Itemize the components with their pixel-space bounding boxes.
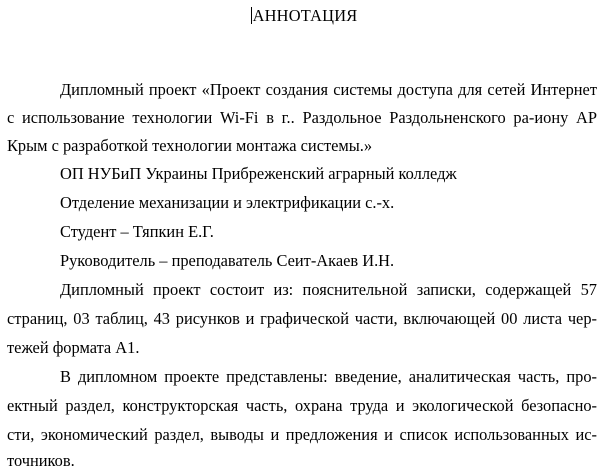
supervisor-line: Руководитель – преподаватель Сеит-Акаев И.Н. (60, 251, 395, 270)
paragraph-line-8: Дипломный проект состоит из: пояснительной записки, содержащей 57 (60, 280, 597, 299)
student-line: Студент – Тяпкин Е.Г. (60, 222, 214, 241)
paragraph-line-3: Крым с разработкой технологии монтажа системы.» (7, 136, 373, 155)
department-line: Отделение механизации и электрификации с.-х. (60, 193, 395, 212)
text-cursor (251, 7, 252, 24)
paragraph-line-9: страниц, 03 таблиц, 43 рисунков и графической части, включающей 00 листа чер- (7, 309, 597, 328)
document-title-row (0, 6, 608, 26)
paragraph-line-13: сти, экономический раздел, выводы и предложения и список использованных ис- (7, 425, 597, 444)
paragraph-line-10: тежей формата А1. (7, 338, 140, 357)
college-line: ОП НУБиП Украины Прибреженский аграрный колледж (60, 164, 457, 183)
paragraph-line-11: В дипломном проекте представлены: введение, аналитическая часть, про- (60, 367, 597, 386)
document-title: АННОТАЦИЯ (252, 6, 358, 25)
paragraph-line-2: с использование технологии Wi-Fi в г.. Раздольное Раздольненского ра-иону АР (7, 108, 597, 127)
paragraph-line-12: ектный раздел, конструкторская часть, охрана труда и экологической безопасно- (7, 396, 597, 415)
paragraph-line-1: Дипломный проект «Проект создания системы доступа для сетей Интернет (60, 80, 597, 99)
paragraph-line-14: точников. (7, 451, 75, 470)
